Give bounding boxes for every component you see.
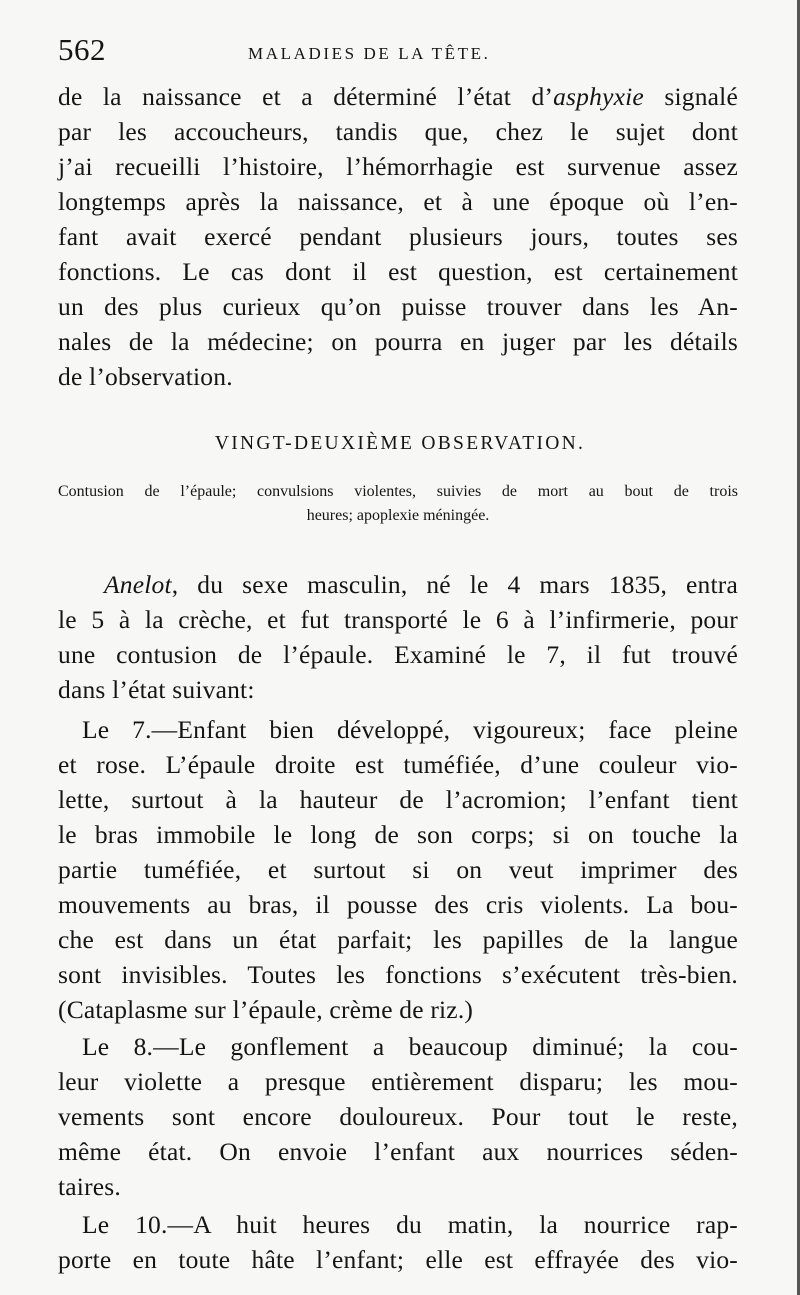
text-line: fonctions. Le cas dont il est question, est certainement xyxy=(58,257,738,286)
emphasis-text: Anelot xyxy=(104,570,172,599)
text-line: longtemps après la naissance, et à une époque où l’en- xyxy=(58,187,738,216)
text-line: le 5 à la crèche, et fut transporté le 6 à l’infirmerie, pour xyxy=(58,605,738,634)
text-line: Anelot, du sexe masculin, né le 4 mars 1835, entra xyxy=(104,570,738,599)
text-line: nales de la médecine; on pourra en juger par les détails xyxy=(58,327,738,356)
text-line: un des plus curieux qu’on puisse trouver dans les An- xyxy=(58,292,738,321)
text-line: de la naissance et a déterminé l’état d’asphyxie signalé xyxy=(58,82,738,111)
text-line: et rose. L’épaule droite est tuméfiée, d’une couleur vio- xyxy=(58,750,738,779)
emphasis-text: asphyxie xyxy=(553,82,644,111)
running-head: MALADIES DE LA TÊTE. xyxy=(248,44,491,63)
text-line: partie tuméfiée, et surtout si on veut imprimer des xyxy=(58,855,738,884)
text-line: vements sont encore douloureux. Pour tout le reste, xyxy=(58,1102,738,1131)
text-line: taires. xyxy=(58,1172,121,1201)
text-line: le bras immobile le long de son corps; si on touche la xyxy=(58,820,738,849)
text-line: porte en toute hâte l’enfant; elle est effrayée des vio- xyxy=(58,1245,738,1274)
text-line: che est dans un état parfait; les papilles de la langue xyxy=(58,925,738,954)
text-line: Le 8.—Le gonflement a beaucoup diminué; la cou- xyxy=(82,1032,738,1061)
text-line: Le 10.—A huit heures du matin, la nourrice rap- xyxy=(82,1210,738,1239)
page-header xyxy=(58,32,778,72)
text-line: (Cataplasme sur l’épaule, crème de riz.) xyxy=(58,995,474,1024)
text-line: même état. On envoie l’enfant aux nourrices séden- xyxy=(58,1137,738,1166)
text-line: mouvements au bras, il pousse des cris violents. La bou- xyxy=(58,890,738,919)
text-line: par les accoucheurs, tandis que, chez le sujet dont xyxy=(58,117,738,146)
text-line: leur violette a presque entièrement disparu; les mou- xyxy=(58,1067,738,1096)
observation-subtitle: heures; apoplexie méningée. xyxy=(306,507,490,524)
observation-title: VINGT-DEUXIÈME OBSERVATION. xyxy=(214,433,586,454)
page-number: 562 xyxy=(58,32,106,67)
text-line: j’ai recueilli l’histoire, l’hémorrhagie est survenue assez xyxy=(58,152,738,181)
text-line: fant avait exercé pendant plusieurs jours, toutes ses xyxy=(58,222,738,251)
text-line: Le 7.—Enfant bien développé, vigoureux; face pleine xyxy=(82,715,738,744)
observation-subtitle: Contusion de l’épaule; convulsions violentes, suivies de mort au bout de trois xyxy=(58,483,738,500)
text-line: une contusion de l’épaule. Examiné le 7, il fut trouvé xyxy=(58,640,738,669)
text-line: de l’observation. xyxy=(58,362,233,391)
text-line: sont invisibles. Toutes les fonctions s’exécutent très-bien. xyxy=(58,960,738,989)
text-line: dans l’état suivant: xyxy=(58,675,255,704)
text-line: lette, surtout à la hauteur de l’acromion; l’enfant tient xyxy=(58,785,738,814)
